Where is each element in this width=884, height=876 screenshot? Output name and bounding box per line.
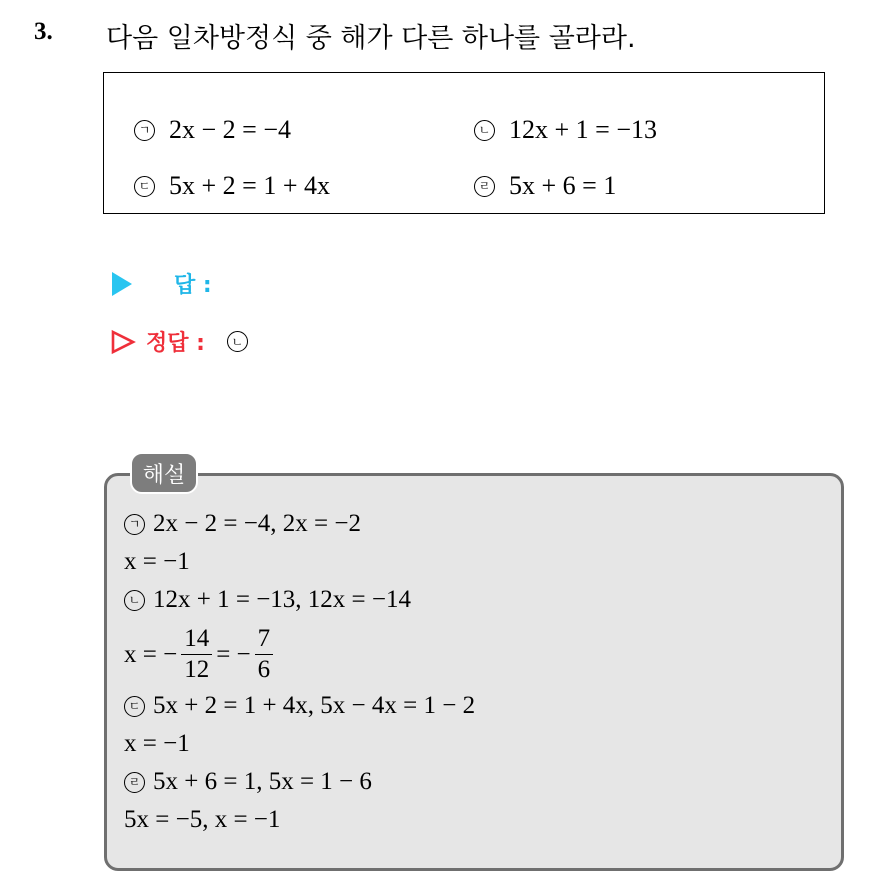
explanation-line bbox=[124, 806, 280, 834]
explanation-line bbox=[124, 768, 372, 796]
choice-4 bbox=[474, 171, 616, 201]
explanation-text: 5x + 6 = 1, 5x = 1 − 6 bbox=[153, 768, 372, 795]
choice-equation: 5x + 2 = 1 + 4x bbox=[169, 171, 330, 200]
choices-box bbox=[103, 72, 825, 214]
explanation-line bbox=[124, 586, 411, 614]
choice-3 bbox=[134, 171, 330, 201]
choice-mark: ㄹ bbox=[474, 176, 495, 197]
explanation-text: 12x + 1 = −13, 12x = −14 bbox=[153, 586, 411, 613]
explanation-text: x = −1 bbox=[124, 548, 190, 575]
explanation-mark: ㄴ bbox=[124, 590, 145, 611]
explanation-mark: ㄱ bbox=[124, 514, 145, 535]
fraction-14-12 bbox=[181, 624, 212, 685]
explanation-line bbox=[124, 510, 361, 538]
explanation-line bbox=[124, 548, 190, 576]
explanation-text: 5x + 2 = 1 + 4x, 5x − 4x = 1 − 2 bbox=[153, 692, 476, 719]
explanation-tab: 해설 bbox=[130, 452, 198, 494]
explanation-line bbox=[124, 692, 475, 720]
correct-answer-mark: ㄴ bbox=[227, 331, 248, 352]
fraction-mid: = − bbox=[216, 640, 251, 668]
numerator: 7 bbox=[255, 624, 274, 655]
fraction-lhs: x = − bbox=[124, 640, 178, 668]
question-text: 다음 일차방정식 중 해가 다른 하나를 골라라. bbox=[106, 23, 636, 54]
choice-equation: 12x + 1 = −13 bbox=[509, 115, 657, 144]
correct-answer-label: 정답 : bbox=[146, 331, 205, 356]
denominator: 12 bbox=[184, 656, 210, 683]
play-triangle-icon bbox=[112, 272, 132, 296]
choice-mark: ㄱ bbox=[134, 120, 155, 141]
denominator: 6 bbox=[257, 656, 271, 683]
explanation-line bbox=[124, 730, 190, 758]
choice-equation: 2x − 2 = −4 bbox=[169, 115, 291, 144]
explanation-text: x = −1 bbox=[124, 730, 190, 757]
explanation-text: 2x − 2 = −4, 2x = −2 bbox=[153, 510, 361, 537]
correct-answer-row bbox=[110, 326, 262, 357]
explanation-text: 5x = −5, x = −1 bbox=[124, 806, 281, 833]
numerator: 14 bbox=[181, 624, 212, 655]
choice-equation: 5x + 6 = 1 bbox=[509, 171, 617, 200]
answer-row bbox=[112, 268, 212, 299]
choice-mark: ㄴ bbox=[474, 120, 495, 141]
explanation-mark: ㄹ bbox=[124, 772, 145, 793]
question-number: 3. bbox=[34, 18, 53, 45]
choice-mark: ㄷ bbox=[134, 176, 155, 197]
explanation-mark: ㄷ bbox=[124, 696, 145, 717]
outline-triangle-icon bbox=[110, 329, 136, 355]
answer-label: 답 : bbox=[174, 273, 212, 298]
explanation-fraction-line bbox=[124, 624, 277, 685]
fraction-7-6 bbox=[255, 624, 274, 685]
choice-1 bbox=[134, 115, 291, 145]
choice-2 bbox=[474, 115, 657, 145]
